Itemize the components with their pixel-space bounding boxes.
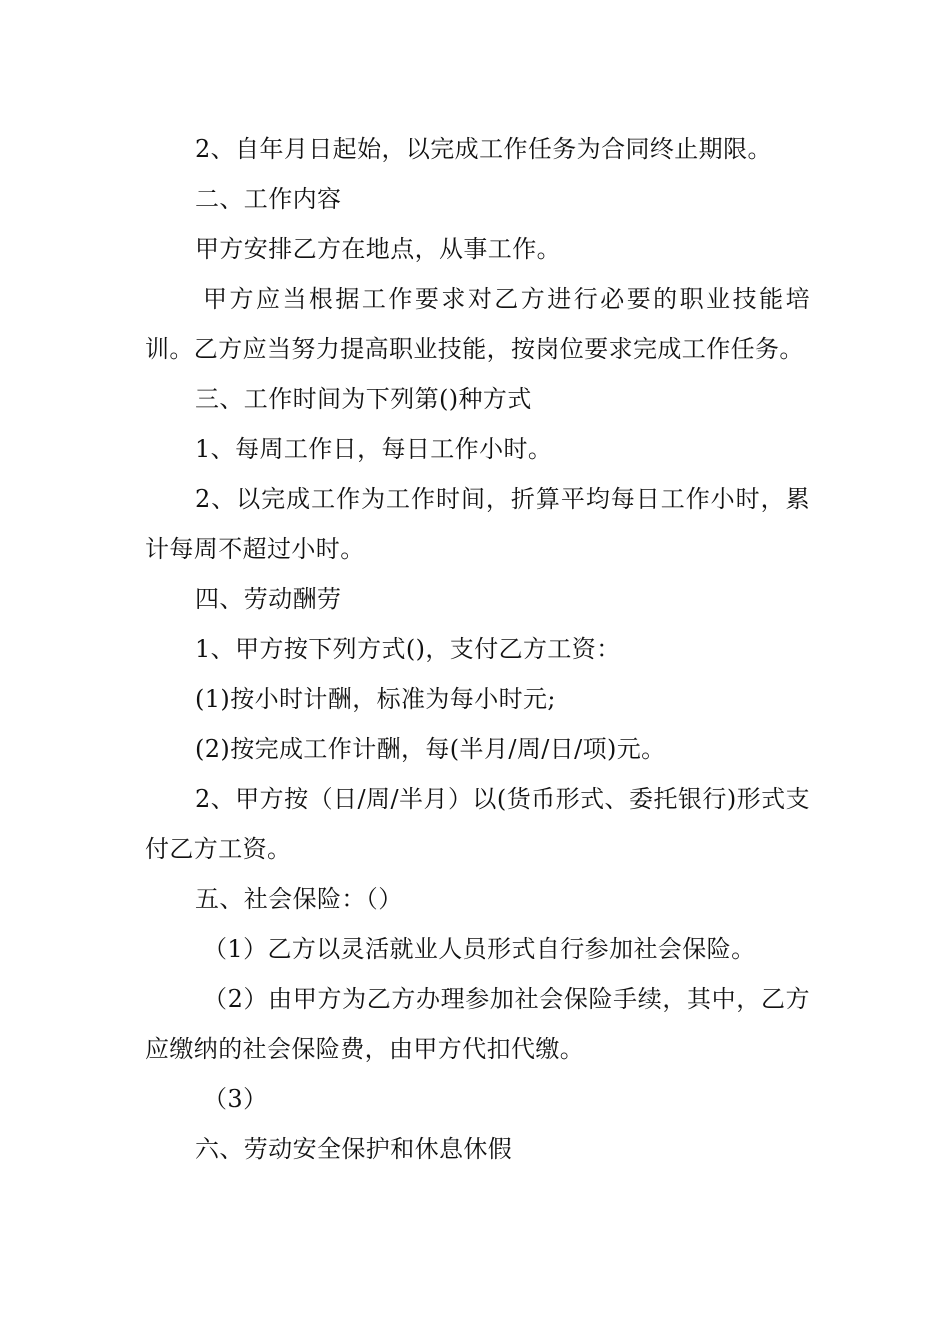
clause-task-pay: (2)按完成工作计酬，每(半月/周/日/项)元。 (195, 735, 666, 763)
clause-payment-method: 1、甲方按下列方式()，支付乙方工资： (195, 635, 621, 663)
paragraph-work-assignment: 甲方安排乙方在地点，从事工作。 (195, 235, 561, 263)
clause-term-end: 2、自年月日起始，以完成工作任务为合同终止期限。 (195, 135, 772, 163)
clause-payment-schedule: 2、甲方按（日/周/半月）以(货币形式、委托银行)形式支付乙方工资。 (145, 785, 810, 863)
paragraph-training: 甲方应当根据工作要求对乙方进行必要的职业技能培训。乙方应当努力提高职业技能，按岗位要求完成工作任务。 (145, 285, 810, 363)
section-heading-work-content: 二、工作内容 (195, 185, 342, 213)
clause-hourly-pay: (1)按小时计酬，标准为每小时元; (195, 685, 556, 713)
section-heading-social-insurance: 五、社会保险：（） (195, 885, 403, 913)
section-heading-remuneration: 四、劳动酬劳 (195, 585, 342, 613)
clause-self-insurance: （1）乙方以灵活就业人员形式自行参加社会保险。 (203, 935, 756, 963)
document-body (145, 124, 810, 1174)
clause-task-based-hours: 2、以完成工作为工作时间，折算平均每日工作小时，累计每周不超过小时。 (145, 485, 810, 563)
clause-insurance-option-3: （3） (203, 1085, 268, 1113)
clause-employer-insurance: （2）由甲方为乙方办理参加社会保险手续，其中，乙方应缴纳的社会保险费，由甲方代扣代缴。 (145, 985, 810, 1063)
clause-weekly-hours: 1、每周工作日，每日工作小时。 (195, 435, 553, 463)
section-heading-safety-rest: 六、劳动安全保护和休息休假 (195, 1135, 513, 1163)
section-heading-work-time: 三、工作时间为下列第()种方式 (195, 385, 532, 413)
